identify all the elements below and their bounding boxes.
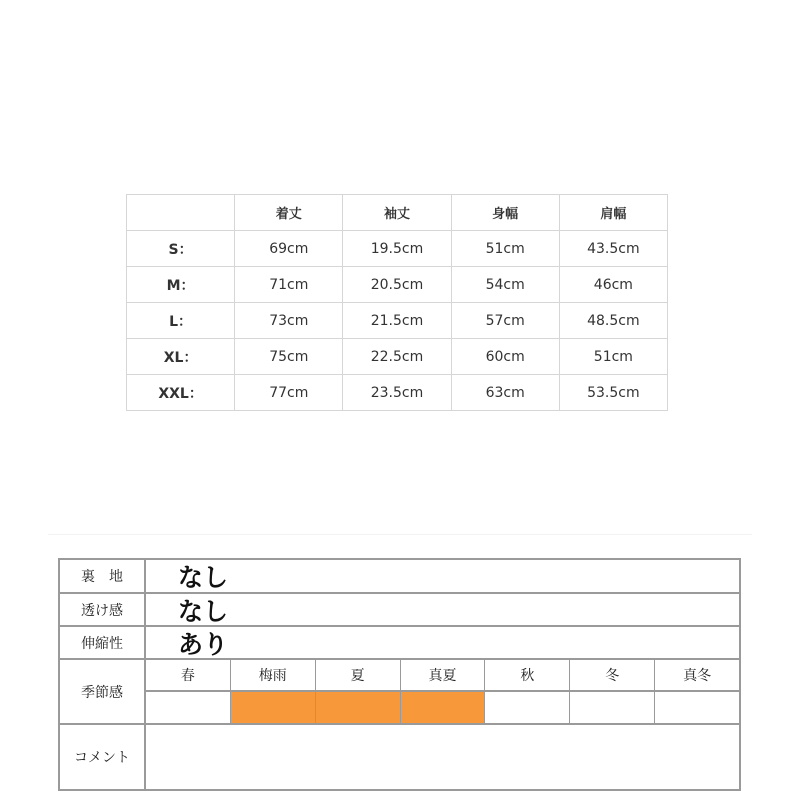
size-row-s bbox=[127, 231, 668, 267]
size-value: 54cm bbox=[451, 267, 559, 303]
size-value: 75cm bbox=[235, 339, 343, 375]
spec-row-sheerness bbox=[60, 594, 739, 627]
season-header-row bbox=[146, 660, 739, 692]
size-label: S： bbox=[127, 231, 235, 267]
season-autumn: 秋 bbox=[485, 660, 570, 690]
stretch-label: 伸縮性 bbox=[60, 627, 146, 658]
season-winter: 冬 bbox=[570, 660, 655, 690]
size-value: 57cm bbox=[451, 303, 559, 339]
season-summer: 夏 bbox=[316, 660, 401, 690]
season-indicator-row bbox=[146, 692, 739, 723]
size-row-l bbox=[127, 303, 668, 339]
size-chart-corner bbox=[127, 195, 235, 231]
size-value: 51cm bbox=[559, 339, 667, 375]
season-rainy: 梅雨 bbox=[231, 660, 316, 690]
size-value: 19.5cm bbox=[343, 231, 451, 267]
size-value: 20.5cm bbox=[343, 267, 451, 303]
size-label: M： bbox=[127, 267, 235, 303]
season-midsummer: 真夏 bbox=[401, 660, 486, 690]
size-value: 51cm bbox=[451, 231, 559, 267]
size-row-xl bbox=[127, 339, 668, 375]
season-indicator bbox=[655, 692, 739, 723]
size-chart-header-row bbox=[127, 195, 668, 231]
sheerness-label: 透け感 bbox=[60, 594, 146, 625]
season-indicator bbox=[401, 692, 486, 723]
size-row-xxl bbox=[127, 375, 668, 411]
size-value: 69cm bbox=[235, 231, 343, 267]
size-value: 23.5cm bbox=[343, 375, 451, 411]
season-indicator bbox=[570, 692, 655, 723]
size-value: 46cm bbox=[559, 267, 667, 303]
section-divider bbox=[48, 534, 752, 535]
spec-row-stretch bbox=[60, 627, 739, 660]
comment-label: コメント bbox=[60, 725, 146, 789]
size-label: XL： bbox=[127, 339, 235, 375]
size-chart bbox=[126, 194, 668, 411]
size-value: 48.5cm bbox=[559, 303, 667, 339]
header-length: 着丈 bbox=[235, 195, 343, 231]
spec-row-comment bbox=[60, 725, 739, 789]
size-value: 73cm bbox=[235, 303, 343, 339]
size-row-m bbox=[127, 267, 668, 303]
season-indicator bbox=[316, 692, 401, 723]
spec-row-lining bbox=[60, 560, 739, 594]
season-grid bbox=[146, 660, 739, 723]
size-value: 43.5cm bbox=[559, 231, 667, 267]
spec-row-season bbox=[60, 660, 739, 725]
season-indicator bbox=[231, 692, 316, 723]
stretch-value: あり bbox=[178, 629, 229, 659]
season-midwinter: 真冬 bbox=[683, 668, 712, 684]
header-sleeve: 袖丈 bbox=[343, 195, 451, 231]
size-label: XXL： bbox=[127, 375, 235, 411]
sheerness-value: なし bbox=[178, 596, 229, 626]
header-shoulder: 肩幅 bbox=[559, 195, 667, 231]
size-value: 53.5cm bbox=[559, 375, 667, 411]
lining-value: なし bbox=[178, 563, 229, 592]
header-width: 身幅 bbox=[451, 195, 559, 231]
size-value: 77cm bbox=[235, 375, 343, 411]
size-value: 60cm bbox=[451, 339, 559, 375]
size-value: 63cm bbox=[451, 375, 559, 411]
spec-table bbox=[58, 558, 741, 791]
season-label: 季節感 bbox=[60, 660, 146, 723]
size-value: 21.5cm bbox=[343, 303, 451, 339]
season-spring: 春 bbox=[146, 660, 231, 690]
season-indicator bbox=[146, 692, 231, 723]
size-label: L： bbox=[127, 303, 235, 339]
lining-label: 裏 地 bbox=[60, 560, 146, 592]
size-value: 71cm bbox=[235, 267, 343, 303]
season-indicator bbox=[485, 692, 570, 723]
size-value: 22.5cm bbox=[343, 339, 451, 375]
